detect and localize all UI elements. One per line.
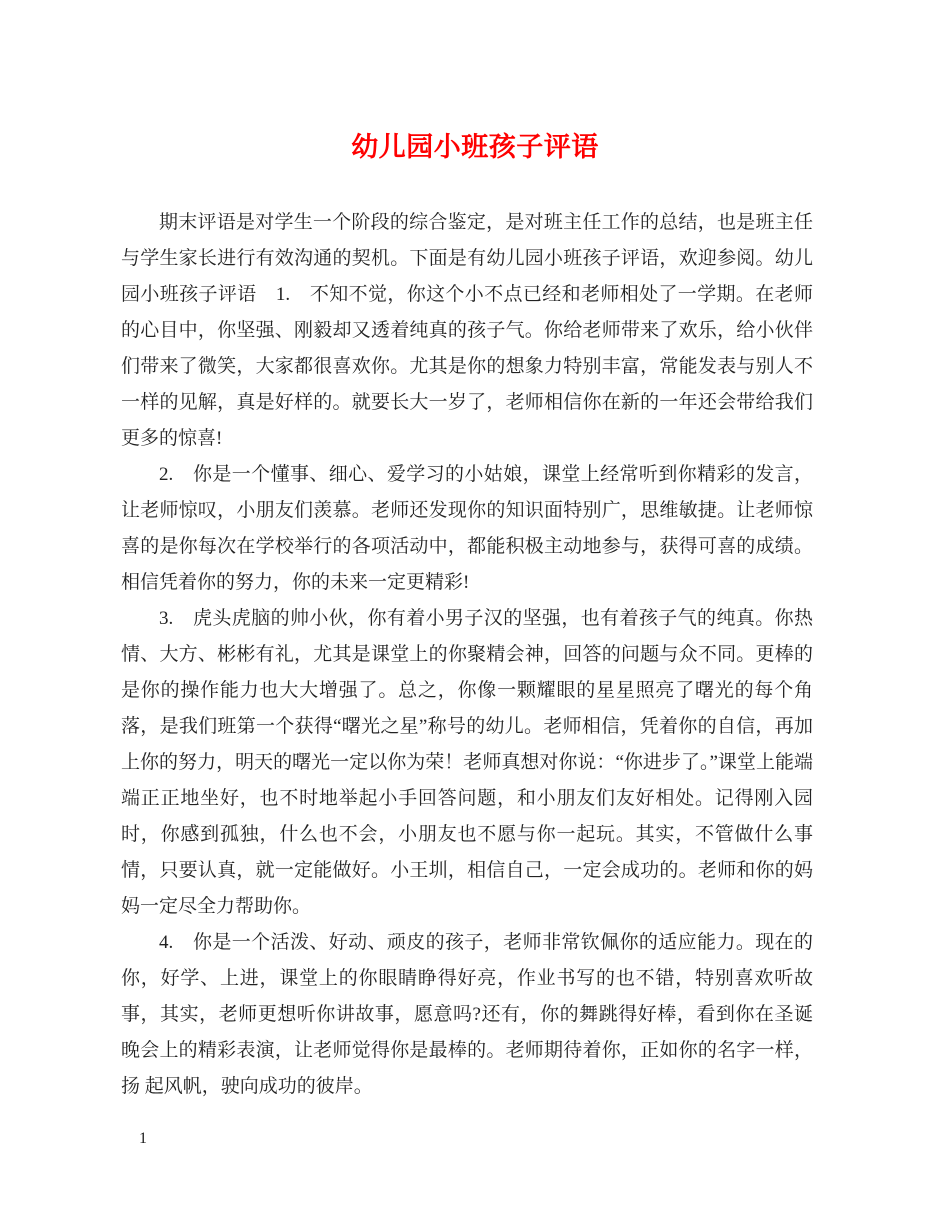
paragraph: 期末评语是对学生一个阶段的综合鉴定，是对班主任工作的总结，也是班主任与学生家长进行有效沟通的契机。下面是有幼儿园小班孩子评语，欢迎参阅。幼儿园小班孩子评语 1. 不知不觉，你这个小不点已经和老师相处了一学期。在老师的心目中，你坚强、刚毅却又透着纯真的孩子气。你给老师带来了欢乐，给小伙伴们带来了微笑，大家都很喜欢你。尤其是你的想象力特别丰富，常能发表与别人不一样的见解，真是好样的。就要长大一岁了，老师相信你在新的一年还会带给我们更多的惊喜!	[121, 212, 813, 449]
document-title: 幼儿园小班孩子评语	[351, 132, 599, 162]
paragraph: 2. 你是一个懂事、细心、爱学习的小姑娘，课堂上经常听到你精彩的发言，让老师惊叹，小朋友们羡慕。老师还发现你的知识面特别广，思维敏捷。让老师惊喜的是你每次在学校举行的各项活动中，都能积极主动地参与，获得可喜的成绩。相信凭着你的努力，你的未来一定更精彩!	[121, 464, 813, 593]
document-body	[121, 205, 813, 1105]
paragraph: 4. 你是一个活泼、好动、顽皮的孩子，老师非常钦佩你的适应能力。现在的你，好学、上进，课堂上的你眼睛睁得好亮，作业书写的也不错，特别喜欢听故事，其实，老师更想听你讲故事，愿意吗?还有，你的舞跳得好棒，看到你在圣诞晚会上的精彩表演，让老师觉得你是最棒的。老师期待着你，正如你的名字一样，扬 起风帆，驶向成功的彼岸。	[121, 932, 813, 1097]
page-number: 1	[139, 1130, 147, 1147]
paragraph: 3. 虎头虎脑的帅小伙，你有着小男子汉的坚强，也有着孩子气的纯真。你热情、大方、彬彬有礼，尤其是课堂上的你聚精会神，回答的问题与众不同。更棒的是你的操作能力也大大增强了。总之，你像一颗耀眼的星星照亮了曙光的每个角落，是我们班第一个获得“曙光之星”称号的幼儿。老师相信，凭着你的自信，再加上你的努力，明天的曙光一定以你为荣！老师真想对你说：“你进步了。”课堂上能端端正正地坐好，也不时地举起小手回答问题，和小朋友们友好相处。记得刚入园时，你感到孤独，什么也不会，小朋友也不愿与你一起玩。其实，不管做什么事情，只要认真，就一定能做好。小王圳，相信自己，一定会成功的。老师和你的妈妈一定尽全力帮助你。	[121, 608, 813, 917]
